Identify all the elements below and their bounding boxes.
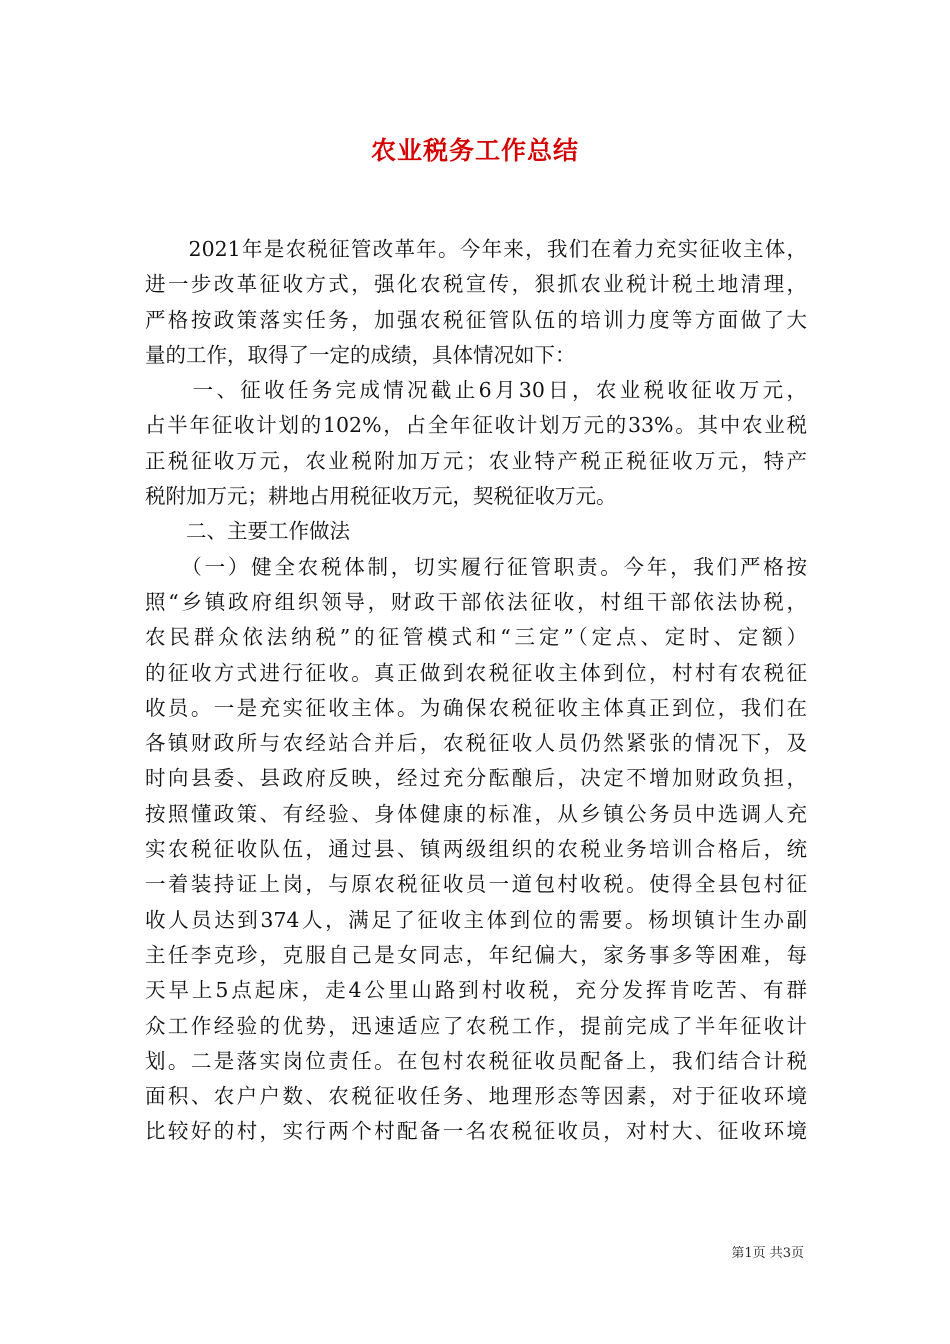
body-line: 众工作经验的优势，迅速适应了农税工作，提前完成了半年征收计 (145, 1013, 807, 1038)
body-line: 占半年征收计划的102%，占全年征收计划万元的33%。其中农业税 (145, 413, 807, 438)
body-line: 各镇财政所与农经站合并后，农税征收人员仍然紧张的情况下，及 (145, 731, 807, 756)
body-line: 一着装持证上岗，与原农税征收员一道包村收税。使得全县包村征 (145, 872, 807, 897)
body-line: 收人员达到374人，满足了征收主体到位的需要。杨坝镇计生办副 (145, 907, 807, 932)
body-line: 的征收方式进行征收。真正做到农税征收主体到位，村村有农税征 (145, 660, 807, 685)
body-line: 严格按政策落实任务，加强农税征管队伍的培训力度等方面做了大 (145, 307, 807, 332)
body-line: 正税征收万元，农业税附加万元；农业特产税正税征收万元，特产 (145, 448, 807, 473)
document-body (145, 232, 807, 1150)
section-heading: 二、主要工作做法 (145, 519, 350, 544)
body-line: 进一步改革征收方式，强化农税宣传，狠抓农业税计税土地清理， (145, 272, 807, 297)
body-line: 天早上5点起床，走4公里山路到村收税，充分发挥肯吃苦、有群 (145, 978, 807, 1003)
body-line: 税附加万元；耕地占用税征收万元，契税征收万元。 (145, 484, 617, 509)
body-line: 比较好的村，实行两个村配备一名农税征收员，对村大、征收环境 (145, 1119, 807, 1144)
body-line: 收员。一是充实征收主体。为确保农税征收主体真正到位，我们在 (145, 695, 807, 720)
body-line: （一）健全农税体制，切实履行征管职责。今年，我们严格按 (145, 554, 807, 579)
body-line: 实农税征收队伍，通过县、镇两级组织的农税业务培训合格后，统 (145, 837, 807, 862)
body-line: 面积、农户户数、农税征收任务、地理形态等因素，对于征收环境 (145, 1084, 807, 1109)
body-line: 农民群众依法纳税”的征管模式和“三定”（定点、定时、定额） (145, 625, 807, 650)
body-line: 一、征收任务完成情况截止6月30日，农业税收征收万元， (145, 378, 807, 403)
body-line: 主任李克珍，克服自己是女同志，年纪偏大，家务事多等困难，每 (145, 942, 807, 967)
body-line: 量的工作，取得了一定的成绩，具体情况如下： (145, 342, 576, 367)
body-line: 2021年是农税征管改革年。今年来，我们在着力充实征收主体， (145, 237, 807, 261)
body-line: 划。二是落实岗位责任。在包村农税征收员配备上，我们结合计税 (145, 1048, 807, 1073)
body-line: 按照懂政策、有经验、身体健康的标准，从乡镇公务员中选调人充 (145, 801, 807, 826)
body-line: 时向县委、县政府反映，经过充分酝酿后，决定不增加财政负担， (145, 766, 807, 791)
body-line: 照“乡镇政府组织领导，财政干部依法征收，村组干部依法协税， (145, 589, 807, 614)
document-title: 农业税务工作总结 (370, 136, 579, 165)
page-number: 第1页 共3页 (731, 1246, 804, 1261)
